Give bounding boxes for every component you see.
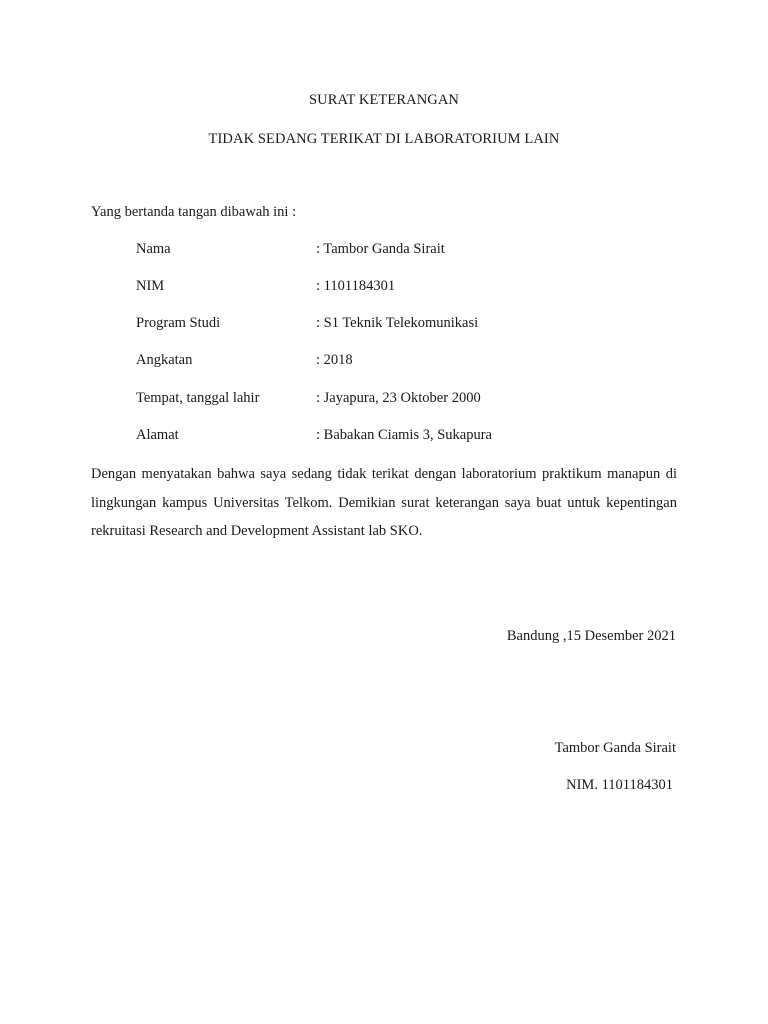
place-date: Bandung ,15 Desember 2021 <box>506 628 676 644</box>
field-value: : 1101184301 <box>316 278 396 294</box>
statement-paragraph: Dengan menyatakan bahwa saya sedang tidak terikat dengan laboratorium praktikum manapun di lingkungan kampus Universitas Telkom. Demikian surat keterangan saya buat untuk kepentingan rekruitasi Research and Development Assistant lab SKO. <box>91 466 677 539</box>
field-label: Program Studi <box>136 315 221 331</box>
field-row-angkatan <box>136 352 696 372</box>
document-subtitle: TIDAK SEDANG TERIKAT DI LABORATORIUM LAIN <box>208 131 560 147</box>
field-value: : S1 Teknik Telekomunikasi <box>316 315 479 331</box>
field-value: : Jayapura, 23 Oktober 2000 <box>316 390 481 406</box>
signer-nim: NIM. 1101184301 <box>566 777 673 793</box>
field-row-nim <box>136 278 696 298</box>
field-value: : Babakan Ciamis 3, Sukapura <box>316 427 492 443</box>
field-row-program-studi <box>136 315 696 335</box>
field-row-tempat-tanggal-lahir <box>136 390 696 410</box>
field-label: Alamat <box>136 427 179 443</box>
field-value: : Tambor Ganda Sirait <box>316 241 445 257</box>
field-label: Nama <box>136 241 171 257</box>
field-row-nama <box>136 241 696 261</box>
field-label: NIM <box>136 278 165 294</box>
signer-name: Tambor Ganda Sirait <box>554 740 676 756</box>
field-label: Tempat, tanggal lahir <box>136 390 260 406</box>
field-label: Angkatan <box>136 352 193 368</box>
field-value: : 2018 <box>316 352 353 368</box>
intro-text: Yang bertanda tangan dibawah ini : <box>91 204 297 220</box>
document-title: SURAT KETERANGAN <box>309 92 459 108</box>
field-row-alamat <box>136 427 696 447</box>
